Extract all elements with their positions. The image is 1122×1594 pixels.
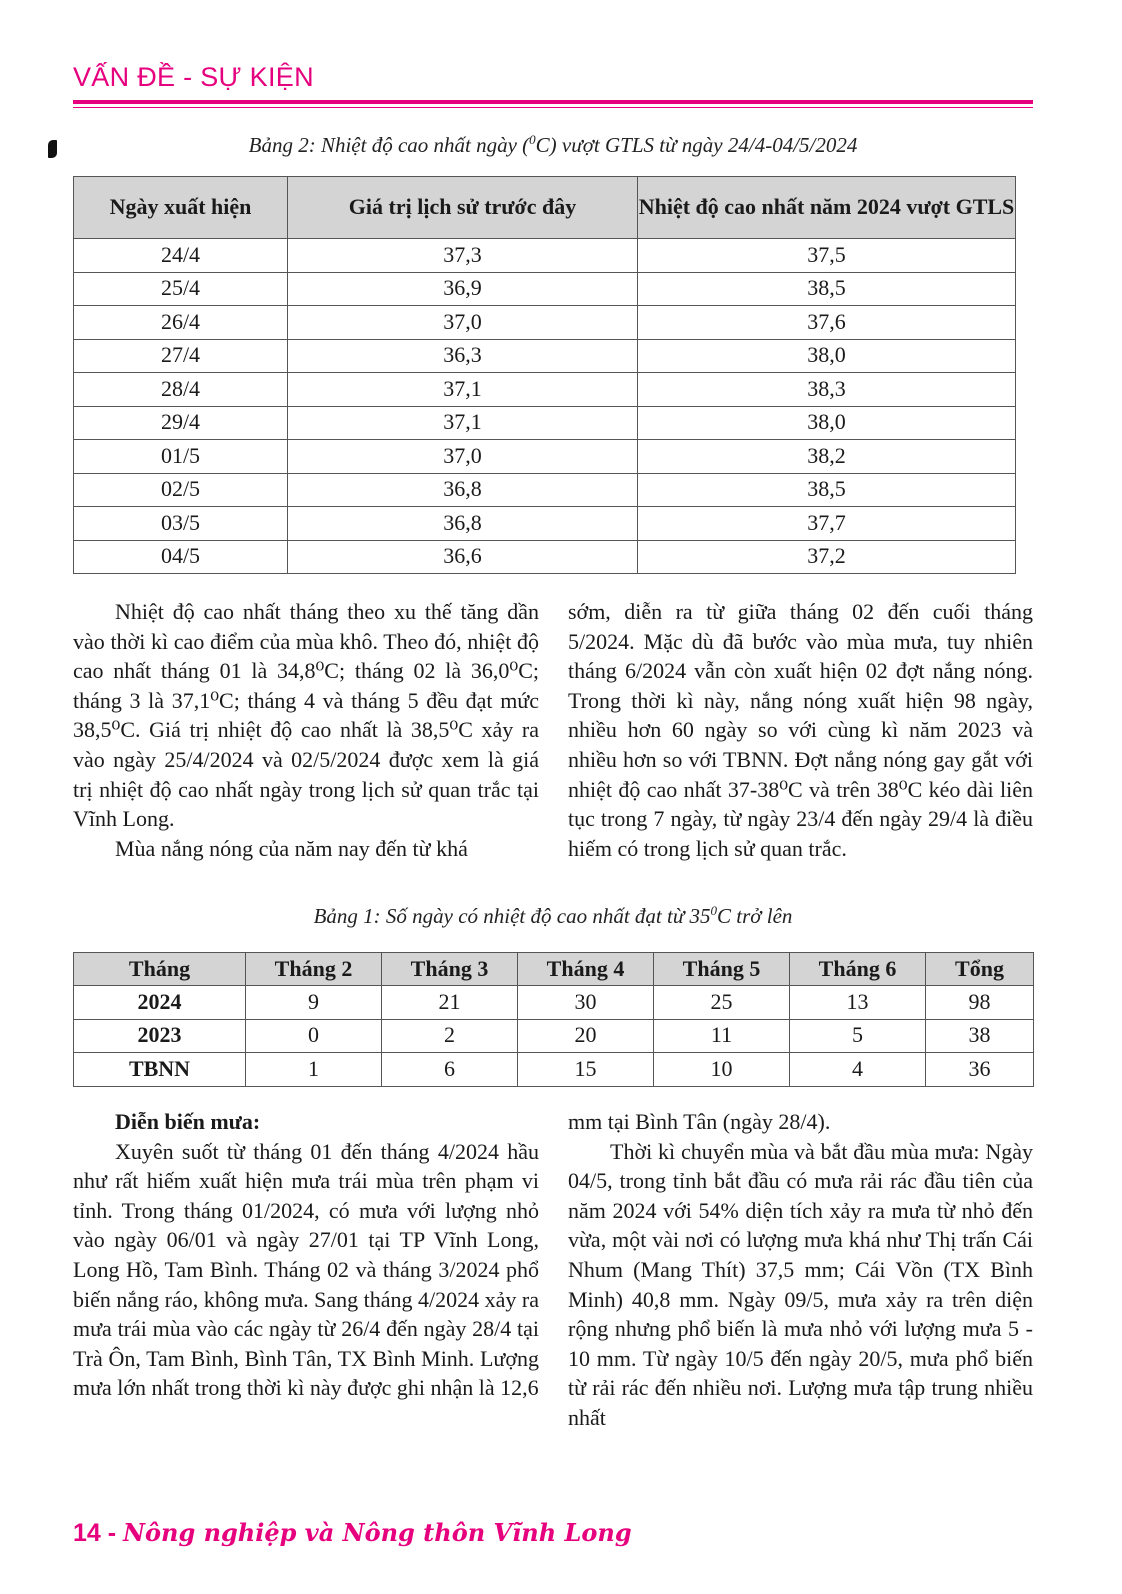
table1-header-cell: Tháng [74,953,246,986]
subheading-rain: Diễn biến mưa: [115,1109,261,1134]
table2-caption-sup: 0 [529,132,536,147]
table2-cell: 38,3 [638,373,1016,407]
table2-cell: 38,5 [638,272,1016,306]
table2-row [74,239,1016,273]
paragraph: sớm, diễn ra từ giữa tháng 02 đến cuối tháng 5/2024. Mặc dù đã bước vào mùa mưa, tuy nhiên tháng 6/2024 vẫn còn xuất hiện 02 đợt nắng nóng. Trong thời kì này, nắng nóng xuất hiện 98 ngày, nhiều hơn 60 ngày so với cùng kì năm 2023 và nhiều hơn so với TBNN. Đợt nắng nóng gay gắt với nhiệt độ cao nhất 37-38⁰C và trên 38⁰C kéo dài liên tục trong 7 ngày, từ ngày 23/4 đến ngày 29/4 là điều hiếm có trong lịch sử quan trắc. [568,599,1033,861]
table1-cell: 5 [790,1019,926,1053]
table1-cell: 13 [790,986,926,1020]
table2-cell: 37,3 [288,239,638,273]
table2-cell: 37,2 [638,540,1016,574]
table1-header-cell: Tháng 4 [518,953,654,986]
table2-row [74,440,1016,474]
table1-caption [73,903,1033,929]
paragraph: Nhiệt độ cao nhất tháng theo xu thế tăng dần vào thời kì cao điểm của mùa khô. Theo đó, nhiệt độ cao nhất tháng 01 là 34,8⁰C; tháng 02 là 36,0⁰C; tháng 3 là 37,1⁰C; tháng 4 và tháng 5 đều đạt mức 38,5⁰C. Giá trị nhiệt độ cao nhất là 38,5⁰C xảy ra vào ngày 25/4/2024 và 02/5/2024 được xem là giá trị nhiệt độ cao nhất ngày trong lịch sử quan trắc tại Vĩnh Long. [73,599,539,832]
bullet-marker-icon [48,140,57,158]
table2-cell: 36,8 [288,473,638,507]
table2-cell: 03/5 [74,507,288,541]
table2-caption-pre: Bảng 2: Nhiệt độ cao nhất ngày ( [248,133,530,157]
table2-caption-post: C) vượt GTLS từ ngày 24/4-04/5/2024 [535,133,858,157]
table2-row [74,306,1016,340]
table1-cell: 15 [518,1053,654,1087]
table2-cell: 04/5 [74,540,288,574]
table2-cell: 27/4 [74,339,288,373]
table1-caption-pre: Bảng 1: Số ngày có nhiệt độ cao nhất đạt từ 35 [313,904,711,928]
header-rule-thick [73,100,1033,104]
table2-cell: 38,2 [638,440,1016,474]
table1-cell: 30 [518,986,654,1020]
table1-header-cell: Tháng 6 [790,953,926,986]
paragraph: Mùa nắng nóng của năm nay đến từ khá [115,835,468,861]
table2-cell: 37,1 [288,373,638,407]
table2-row [74,507,1016,541]
table1-row-header: TBNN [74,1053,246,1087]
table1-cell: 25 [654,986,790,1020]
table2-header-cell: Giá trị lịch sử trước đây [288,177,638,239]
text-col-right-1 [568,597,1033,863]
footer [73,1518,632,1548]
table2-row [74,540,1016,574]
table2-cell: 02/5 [74,473,288,507]
table1 [73,952,1034,1087]
table1-row-header: 2024 [74,986,246,1020]
table2-cell: 37,1 [288,406,638,440]
page-number: 14 - [73,1519,117,1547]
table1-caption-sup: 0 [710,903,718,918]
table2-row [74,473,1016,507]
table2-cell: 36,6 [288,540,638,574]
table2-cell: 36,9 [288,272,638,306]
text-col-left-1 [73,597,539,863]
paragraph: mm tại Bình Tân (ngày 28/4). [568,1109,831,1134]
table2 [73,176,1016,574]
table1-caption-post: C trở lên [717,904,793,928]
table2-row [74,406,1016,440]
table1-cell: 6 [382,1053,518,1087]
table1-cell: 20 [518,1019,654,1053]
table2-header-cell: Nhiệt độ cao nhất năm 2024 vượt GTLS [638,177,1016,239]
text-col-right-2 [568,1107,1033,1433]
magazine-name: Nông nghiệp và Nông thôn Vĩnh Long [123,1518,632,1547]
table1-header-cell: Tháng 2 [246,953,382,986]
header-rule-thin [73,107,1033,108]
text-col-left-2 [73,1107,539,1403]
table2-cell: 37,0 [288,440,638,474]
table2-row [74,272,1016,306]
table1-cell: 2 [382,1019,518,1053]
table2-cell: 01/5 [74,440,288,474]
table2-row [74,373,1016,407]
table2-cell: 28/4 [74,373,288,407]
table2-cell: 36,8 [288,507,638,541]
paragraph: Thời kì chuyển mùa và bắt đầu mùa mưa: Ngày 04/5, trong tỉnh bắt đầu có mưa rải rác đầu tiên của năm 2024 với 54% diện tích xảy ra mưa từ nhỏ đến vừa, một vài nơi có lượng mưa khá như Thị trấn Cái Nhum (Mang Thít) 37,5 mm; Cái Vồn (TX Bình Minh) 40,8 mm. Ngày 09/5, mưa xảy ra trên diện rộng nhưng phổ biến là mưa nhỏ với lượng mưa 5 - 10 mm. Từ ngày 10/5 đến ngày 20/5, mưa phổ biến từ rải rác đến nhiều nơi. Lượng mưa tập trung nhiều nhất [568,1138,1033,1430]
table2-caption [73,132,1033,158]
table2-cell: 38,5 [638,473,1016,507]
table1-row [74,1053,1034,1087]
table1-row [74,986,1034,1020]
paragraph: Xuyên suốt từ tháng 01 đến tháng 4/2024 hầu như rất hiếm xuất hiện mưa trái mùa trên phạm vi tỉnh. Trong tháng 01/2024, có mưa với lượng nhỏ vào ngày 06/01 và ngày 27/01 tại TP Vĩnh Long, Long Hồ, Tam Bình. Tháng 02 và tháng 3/2024 phổ biến nắng ráo, không mưa. Sang tháng 4/2024 xảy ra mưa trái mùa vào các ngày từ 26/4 đến ngày 28/4 tại Trà Ôn, Tam Bình, Bình Tân, TX Bình Minh. Lượng mưa lớn nhất trong thời kì này được ghi nhận là 12,6 [73,1138,539,1401]
table2-cell: 26/4 [74,306,288,340]
table1-row-header: 2023 [74,1019,246,1053]
table2-cell: 38,0 [638,339,1016,373]
table2-cell: 36,3 [288,339,638,373]
table2-cell: 37,5 [638,239,1016,273]
section-title: VẤN ĐỀ - SỰ KIỆN [73,62,314,92]
table1-cell: 9 [246,986,382,1020]
table2-header-cell: Ngày xuất hiện [74,177,288,239]
table1-cell: 1 [246,1053,382,1087]
table2-row [74,339,1016,373]
table2-cell: 25/4 [74,272,288,306]
table1-cell: 11 [654,1019,790,1053]
table1-cell: 21 [382,986,518,1020]
table1-cell: 4 [790,1053,926,1087]
table1-header-cell: Tháng 5 [654,953,790,986]
table2-cell: 37,6 [638,306,1016,340]
table1-cell: 36 [926,1053,1034,1087]
table2-cell: 38,0 [638,406,1016,440]
table1-header-cell: Tổng [926,953,1034,986]
table1-row [74,1019,1034,1053]
table2-cell: 37,7 [638,507,1016,541]
table1-header-cell: Tháng 3 [382,953,518,986]
table1-cell: 0 [246,1019,382,1053]
table2-cell: 24/4 [74,239,288,273]
table2-header-row [74,177,1016,239]
table2-cell: 29/4 [74,406,288,440]
table1-cell: 38 [926,1019,1034,1053]
table2-cell: 37,0 [288,306,638,340]
table1-header-row [74,953,1034,986]
table1-cell: 10 [654,1053,790,1087]
table1-cell: 98 [926,986,1034,1020]
